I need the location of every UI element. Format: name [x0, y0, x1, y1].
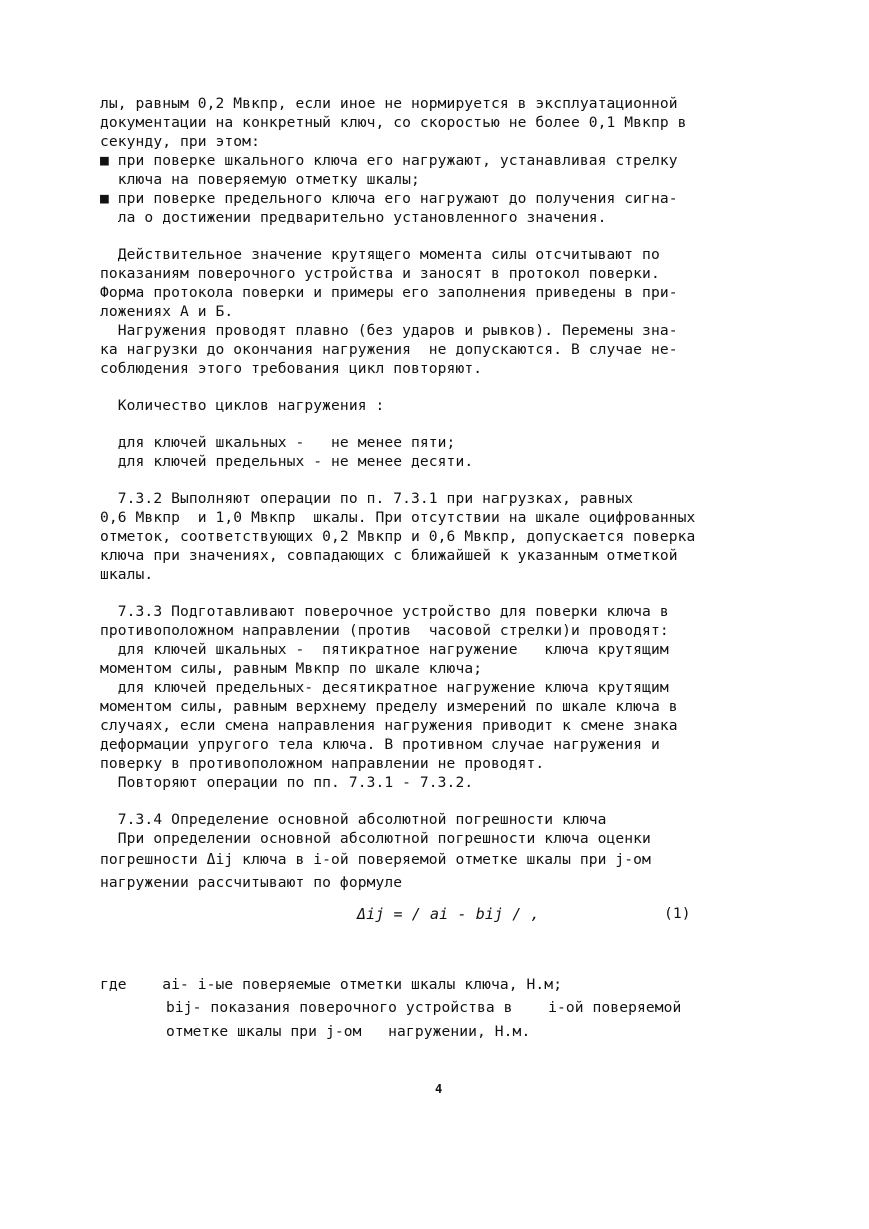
text-line: деформации упругого тела ключа. В противном случае нагружения и	[100, 736, 660, 753]
bullet-item-continued: ключа на поверяемую отметку шкалы;	[100, 171, 420, 188]
text-line: секунду, при этом:	[100, 133, 260, 150]
text-line: Количество циклов нагружения :	[100, 397, 385, 414]
legend-line: bij- показания поверочного устройства в i-ой поверяемой	[166, 999, 682, 1016]
text-line: ка нагрузки до окончания нагружения не допускаются. В случае не-	[100, 341, 678, 358]
section-heading-7-3-2: 7.3.2 Выполняют операции по п. 7.3.1 при нагрузках, равных	[100, 490, 634, 507]
text-line: документации на конкретный ключ, со скоростью не более 0,1 Мвкпр в	[100, 114, 687, 131]
text-line: 0,6 Мвкпр и 1,0 Мвкпр шкалы. При отсутствии на шкале оцифрованных	[100, 509, 696, 526]
text-line: ключа при значениях, совпадающих с ближайшей к указанным отметкой	[100, 547, 678, 564]
text-line: соблюдения этого требования цикл повторяют.	[100, 360, 483, 377]
equation-number: (1)	[664, 905, 691, 922]
text-line: Форма протокола поверки и примеры его заполнения приведены в при-	[100, 284, 678, 301]
text-line: При определении основной абсолютной погрешности ключа оценки	[100, 830, 651, 847]
text-line: лы, равным 0,2 Мвкпр, если иное не нормируется в эксплуатационной	[100, 95, 678, 112]
text-line: моментом силы, равным Мвкпр по шкале ключа;	[100, 660, 483, 677]
page-number: 4	[435, 1082, 443, 1096]
text-line: противоположном направлении (против часовой стрелки)и проводят:	[100, 622, 669, 639]
text-line: Нагружения проводят плавно (без ударов и рывков). Перемены зна-	[100, 322, 678, 339]
legend-line: где ai- i-ые поверяемые отметки шкалы ключа, Н.м;	[100, 976, 563, 993]
text-line: ложениях А и Б.	[100, 303, 234, 320]
bullet-item-continued: ла о достижении предварительно установленного значения.	[100, 209, 607, 226]
text-line: для ключей шкальных - пятикратное нагружение ключа крутящим	[100, 641, 669, 658]
text-line: для ключей шкальных - не менее пяти;	[100, 434, 456, 451]
legend-line: отметке шкалы при j-ом нагружении, Н.м.	[166, 1023, 531, 1040]
text-line: отметок, соответствующих 0,2 Мвкпр и 0,6 Мвкпр, допускается поверка	[100, 528, 696, 545]
bullet-item: ■ при поверке предельного ключа его нагружают до получения сигна-	[100, 190, 678, 207]
text-line: поверку в противоположном направлении не проводят.	[100, 755, 545, 772]
section-heading-7-3-3: 7.3.3 Подготавливают поверочное устройство для поверки ключа в	[100, 603, 669, 620]
text-line: нагружении рассчитывают по формуле	[100, 874, 403, 891]
text-line: для ключей предельных- десятикратное нагружение ключа крутящим	[100, 679, 669, 696]
text-line: Повторяют операции по пп. 7.3.1 - 7.3.2.	[100, 774, 474, 791]
section-heading-7-3-4: 7.3.4 Определение основной абсолютной погрешности ключа	[100, 811, 607, 828]
text-line: моментом силы, равным верхнему пределу измерений по шкале ключа в	[100, 698, 678, 715]
text-line: случаях, если смена направления нагружения приводит к смене знака	[100, 717, 678, 734]
text-line: для ключей предельных - не менее десяти.	[100, 453, 474, 470]
bullet-item: ■ при поверке шкального ключа его нагружают, устанавливая стрелку	[100, 152, 678, 169]
text-line: погрешности Δij ключа в i-ой поверяемой отметке шкалы при j-ом	[100, 851, 651, 868]
formula: Δij = / ai - bij / ,	[357, 905, 540, 923]
text-line: шкалы.	[100, 566, 154, 583]
text-line: Действительное значение крутящего момента силы отсчитывают по	[100, 246, 660, 263]
text-line: показаниям поверочного устройства и заносят в протокол поверки.	[100, 265, 660, 282]
